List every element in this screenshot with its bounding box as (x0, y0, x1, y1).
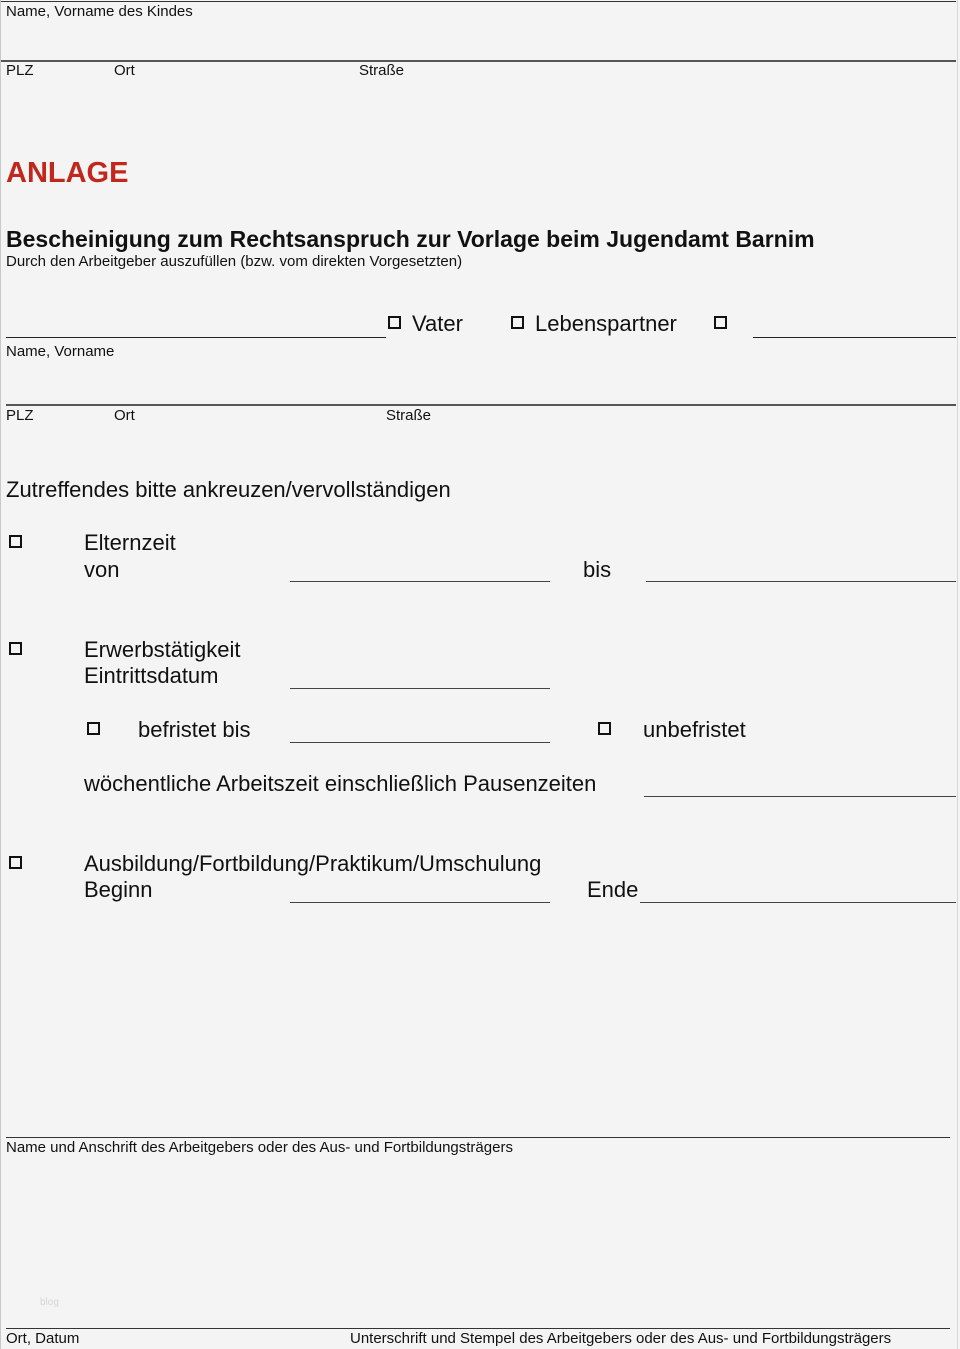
employer-field[interactable] (6, 1137, 950, 1138)
lebenspartner-label: Lebenspartner (535, 311, 677, 336)
checkbox-ausbildung[interactable] (9, 856, 22, 869)
parent-name-label: Name, Vorname (6, 343, 115, 360)
parent-name-field[interactable] (6, 337, 386, 338)
checkbox-vater[interactable] (388, 316, 401, 329)
watermark: blog (40, 1297, 59, 1308)
ausbildung-end-field[interactable] (640, 902, 956, 903)
weekly-hours-field[interactable] (644, 796, 956, 797)
employer-label: Name und Anschrift des Arbeitgebers oder des Aus- und Fortbildungsträgers (6, 1139, 513, 1156)
parent-strasse-label: Straße (386, 407, 432, 424)
page-edge-left (0, 0, 1, 1349)
ausbildung-label: Ausbildung/Fortbildung/Praktikum/Umschulung (84, 851, 542, 876)
entry-date-label: Eintrittsdatum (84, 663, 219, 688)
child-address-line[interactable] (1, 60, 956, 62)
document-subtitle: Bescheinigung zum Rechtsanspruch zur Vorlage beim Jugendamt Barnim (6, 226, 815, 252)
elternzeit-from-field[interactable] (290, 581, 550, 582)
signature-field[interactable] (6, 1328, 950, 1329)
elternzeit-to-label: bis (583, 557, 612, 582)
form-instruction: Zutreffendes bitte ankreuzen/vervollständigen (6, 477, 451, 502)
fill-instruction: Durch den Arbeitgeber auszufüllen (bzw. vom direkten Vorgesetzten) (6, 253, 463, 270)
child-name-line (1, 1, 956, 2)
checkbox-other-relation[interactable] (714, 316, 727, 329)
erwerbstaetigkeit-label: Erwerbstätigkeit (84, 637, 241, 662)
page-title: ANLAGE (6, 157, 129, 189)
ausbildung-begin-label: Beginn (84, 877, 153, 902)
ausbildung-begin-field[interactable] (290, 902, 550, 903)
child-plz-label: PLZ (6, 62, 34, 79)
befristet-date-field[interactable] (290, 742, 550, 743)
elternzeit-from-label: von (84, 557, 120, 582)
entry-date-field[interactable] (290, 688, 550, 689)
elternzeit-label: Elternzeit (84, 530, 176, 555)
checkbox-erwerbstaetigkeit[interactable] (9, 642, 22, 655)
vater-label: Vater (412, 311, 463, 336)
befristet-label: befristet bis (138, 717, 251, 742)
checkbox-befristet[interactable] (87, 722, 100, 735)
checkbox-unbefristet[interactable] (598, 722, 611, 735)
child-name-label: Name, Vorname des Kindes (6, 3, 193, 20)
weekly-hours-label: wöchentliche Arbeitszeit einschließlich Pausenzeiten (84, 771, 597, 796)
parent-plz-label: PLZ (6, 407, 34, 424)
parent-ort-label: Ort (114, 407, 135, 424)
signature-label: Unterschrift und Stempel des Arbeitgebers oder des Aus- und Fortbildungsträgers (350, 1330, 892, 1347)
checkbox-lebenspartner[interactable] (511, 316, 524, 329)
place-date-label: Ort, Datum (6, 1330, 80, 1347)
ausbildung-end-label: Ende (587, 877, 639, 902)
unbefristet-label: unbefristet (643, 717, 746, 742)
page-edge-right (957, 0, 958, 1349)
child-ort-label: Ort (114, 62, 135, 79)
checkbox-elternzeit[interactable] (9, 535, 22, 548)
child-strasse-label: Straße (359, 62, 405, 79)
other-relation-field[interactable] (753, 337, 956, 338)
elternzeit-to-field[interactable] (646, 581, 956, 582)
parent-address-line[interactable] (6, 404, 956, 406)
